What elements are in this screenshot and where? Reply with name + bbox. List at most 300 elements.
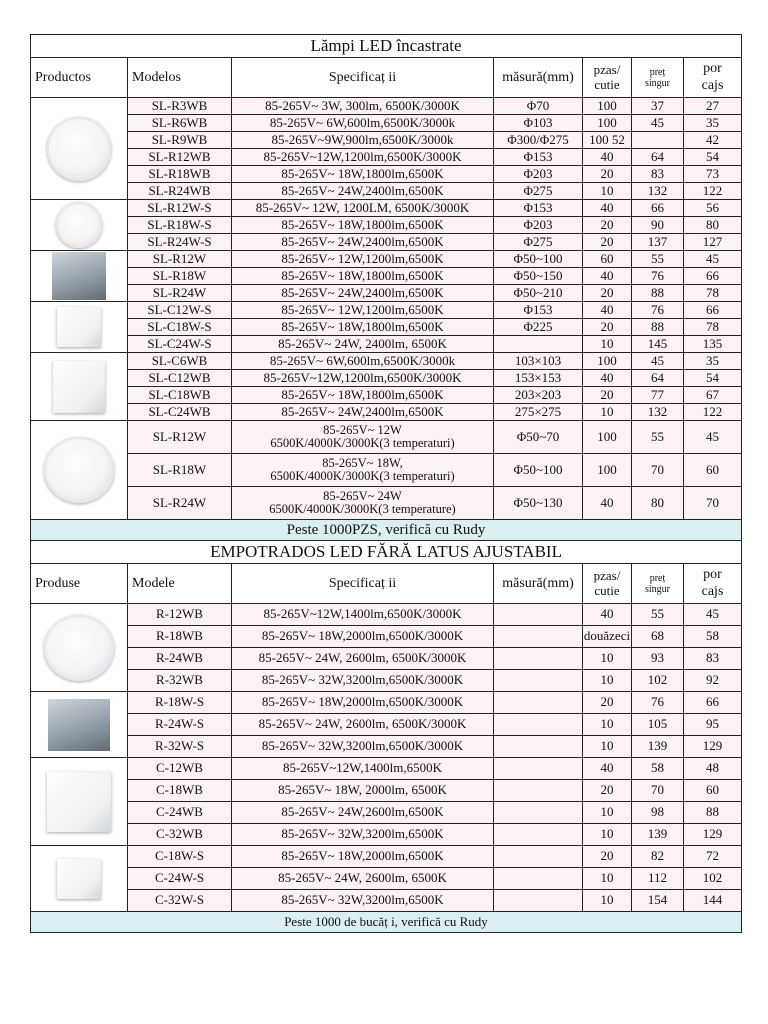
table-row (31, 166, 742, 183)
cell-unit-price: 93 (632, 648, 684, 670)
cell-unit-price: 68 (632, 626, 684, 648)
cell-spec: 85-265V~ 24W, 2600lm, 6500K (232, 868, 494, 890)
cell-size (494, 758, 583, 780)
round-surface-photo-icon (48, 699, 110, 751)
header-spec: Specificaț ii (232, 564, 494, 604)
cell-spec (232, 454, 494, 487)
table-row (31, 454, 742, 487)
cell-unit-price: 66 (632, 200, 684, 217)
cell-case-price: 72 (684, 846, 742, 868)
cell-model: C-24W-S (128, 868, 232, 890)
note-text: Peste 1000PZS, verifică cu Rudy (31, 520, 742, 541)
cell-size: Φ275 (494, 183, 583, 200)
cell-unit-price: 83 (632, 166, 684, 183)
cell-model: R-24W-S (128, 714, 232, 736)
table-row (31, 487, 742, 520)
cell-size: Φ153 (494, 302, 583, 319)
cell-size: Φ300/Φ275 (494, 132, 583, 149)
cell-spec-line2: 6500K/4000K/3000K(3 temperature) (269, 502, 456, 516)
cell-pieces: 10 (583, 736, 632, 758)
cell-case-price: 60 (684, 780, 742, 802)
section-title: Lămpi LED încastrate (31, 35, 742, 58)
cell-model: R-18W-S (128, 692, 232, 714)
cell-model: C-18W-S (128, 846, 232, 868)
cell-model: C-12WB (128, 758, 232, 780)
cell-unit-price: 70 (632, 780, 684, 802)
cell-size: Φ225 (494, 319, 583, 336)
cell-spec: 85-265V~ 18W,1800lm,6500K (232, 166, 494, 183)
cell-model: SL-R18W (128, 268, 232, 285)
cell-case-price: 45 (684, 421, 742, 454)
table-row (31, 285, 742, 302)
cell-unit-price: 90 (632, 217, 684, 234)
cell-model: SL-R9WB (128, 132, 232, 149)
cell-model: SL-C12WB (128, 370, 232, 387)
header-row (31, 58, 742, 98)
cell-pieces: 40 (583, 604, 632, 626)
cell-spec: 85-265V~ 18W,1800lm,6500K (232, 387, 494, 404)
cell-case-price: 73 (684, 166, 742, 183)
cell-pieces: 40 (583, 370, 632, 387)
table-row (31, 736, 742, 758)
cell-case-price: 60 (684, 454, 742, 487)
cell-size: Φ50~210 (494, 285, 583, 302)
cell-pieces: 100 (583, 115, 632, 132)
cell-spec: 85-265V~ 18W,1800lm,6500K (232, 319, 494, 336)
product-image-cell (31, 692, 128, 758)
cell-unit-price: 76 (632, 692, 684, 714)
cell-size (494, 736, 583, 758)
cell-case-price: 80 (684, 217, 742, 234)
cell-pieces: 10 (583, 648, 632, 670)
cell-case-price: 56 (684, 200, 742, 217)
product-image-cell (31, 604, 128, 692)
cell-size (494, 626, 583, 648)
table-row (31, 824, 742, 846)
cell-model: SL-C18WB (128, 387, 232, 404)
cell-pieces: 20 (583, 387, 632, 404)
table-row (31, 115, 742, 132)
cell-size: 103×103 (494, 353, 583, 370)
cell-model: R-12WB (128, 604, 232, 626)
table-row (31, 98, 742, 115)
cell-spec-line1: 85-265V~ 24W (323, 488, 402, 503)
cell-pieces: 100 (583, 421, 632, 454)
cell-spec: 85-265V~ 32W,3200lm,6500K (232, 890, 494, 912)
cell-unit-price: 55 (632, 604, 684, 626)
cell-pieces: 40 (583, 268, 632, 285)
cell-case-price: 48 (684, 758, 742, 780)
header-size: măsură(mm) (494, 58, 583, 98)
product-image-cell (31, 758, 128, 846)
cell-unit-price: 145 (632, 336, 684, 353)
table-row (31, 217, 742, 234)
cell-pieces: 20 (583, 780, 632, 802)
cell-case-price: 144 (684, 890, 742, 912)
cell-case-price: 129 (684, 824, 742, 846)
cell-unit-price: 139 (632, 824, 684, 846)
header-unit-price-line1: preț (649, 572, 666, 584)
cell-unit-price: 45 (632, 353, 684, 370)
table-row (31, 802, 742, 824)
cell-pieces: 40 (583, 149, 632, 166)
cell-case-price: 70 (684, 487, 742, 520)
cell-spec-line1: 85-265V~ 12W (323, 422, 402, 437)
cell-case-price: 42 (684, 132, 742, 149)
header-pieces-per-box (583, 564, 632, 604)
header-case-price-line2: cajs (701, 77, 724, 93)
cell-unit-price: 64 (632, 370, 684, 387)
cell-unit-price: 58 (632, 758, 684, 780)
cell-case-price: 35 (684, 353, 742, 370)
cell-unit-price: 64 (632, 149, 684, 166)
cell-case-price: 66 (684, 268, 742, 285)
cell-case-price: 122 (684, 183, 742, 200)
table-row (31, 670, 742, 692)
table-row (31, 604, 742, 626)
square-frameless-panel-icon (47, 772, 111, 832)
note-row (31, 520, 742, 541)
cell-spec: 85-265V~ 6W,600lm,6500K/3000k (232, 353, 494, 370)
table-row (31, 421, 742, 454)
cell-unit-price: 55 (632, 421, 684, 454)
cell-spec: 85-265V~ 32W,3200lm,6500K/3000K (232, 670, 494, 692)
cell-pieces: 20 (583, 692, 632, 714)
cell-pieces: 20 (583, 234, 632, 251)
round-slim-panel-icon (47, 117, 111, 181)
table-row (31, 404, 742, 421)
table-row (31, 370, 742, 387)
round-surface-panel-icon (56, 202, 102, 248)
cell-unit-price: 137 (632, 234, 684, 251)
square-surface-panel-icon (57, 307, 101, 347)
note-row (31, 912, 742, 933)
cell-model: R-32W-S (128, 736, 232, 758)
cell-size: Φ50~100 (494, 251, 583, 268)
cell-spec: 85-265V~ 18W,1800lm,6500K (232, 217, 494, 234)
cell-unit-price: 88 (632, 319, 684, 336)
header-size: măsură(mm) (494, 564, 583, 604)
header-unit-price-line2: singur (645, 77, 670, 89)
product-image-cell (31, 251, 128, 302)
cell-case-price: 92 (684, 670, 742, 692)
cell-spec: 85-265V~ 3W, 300lm, 6500K/3000K (232, 98, 494, 115)
cell-model: C-32WB (128, 824, 232, 846)
header-unit-price (632, 564, 684, 604)
cell-model: SL-R12WB (128, 149, 232, 166)
cell-size: Φ203 (494, 217, 583, 234)
cell-case-price: 45 (684, 251, 742, 268)
cell-pieces: douăzeci (583, 626, 632, 648)
cell-spec: 85-265V~ 32W,3200lm,6500K/3000K (232, 736, 494, 758)
price-table-body (31, 35, 742, 933)
cell-model: C-24WB (128, 802, 232, 824)
cell-spec: 85-265V~ 24W,2400lm,6500K (232, 183, 494, 200)
cell-pieces: 10 (583, 336, 632, 353)
cell-case-price: 129 (684, 736, 742, 758)
header-unit-price (632, 58, 684, 98)
cell-size: 203×203 (494, 387, 583, 404)
cell-spec: 85-265V~ 24W, 2600lm, 6500K/3000K (232, 648, 494, 670)
header-unit-price-line1: preț (649, 66, 666, 78)
cell-model: SL-R24W (128, 285, 232, 302)
price-table (30, 34, 742, 933)
table-row (31, 336, 742, 353)
cell-unit-price: 70 (632, 454, 684, 487)
cell-pieces: 20 (583, 285, 632, 302)
table-row (31, 780, 742, 802)
cell-spec: 85-265V~12W,1200lm,6500K/3000K (232, 370, 494, 387)
cell-size: Φ153 (494, 200, 583, 217)
table-row (31, 692, 742, 714)
cell-unit-price: 76 (632, 268, 684, 285)
header-pieces-per-box-line2: cutie (594, 76, 620, 92)
cell-size: Φ153 (494, 149, 583, 166)
cell-pieces: 10 (583, 183, 632, 200)
table-row (31, 846, 742, 868)
header-pieces-per-box-line1: pzas/ (593, 567, 621, 583)
table-row (31, 648, 742, 670)
product-image-cell (31, 421, 128, 520)
table-row (31, 200, 742, 217)
cell-spec: 85-265V~ 24W,2400lm,6500K (232, 234, 494, 251)
header-pieces-per-box-line2: cutie (594, 582, 620, 598)
cell-size: Φ50~150 (494, 268, 583, 285)
cell-spec: 85-265V~ 12W,1200lm,6500K (232, 302, 494, 319)
cell-case-price: 102 (684, 868, 742, 890)
cell-pieces: 10 (583, 824, 632, 846)
table-row (31, 302, 742, 319)
cell-spec: 85-265V~ 6W,600lm,6500K/3000k (232, 115, 494, 132)
cell-model: SL-C24WB (128, 404, 232, 421)
cell-unit-price: 45 (632, 115, 684, 132)
cell-size (494, 670, 583, 692)
cell-size (494, 604, 583, 626)
cell-size (494, 824, 583, 846)
cell-size: Φ50~130 (494, 487, 583, 520)
table-row (31, 868, 742, 890)
cell-size (494, 802, 583, 824)
cell-size (494, 648, 583, 670)
cell-unit-price: 76 (632, 302, 684, 319)
cell-case-price: 78 (684, 285, 742, 302)
section-title: EMPOTRADOS LED FĂRĂ LATUS AJUSTABIL (31, 541, 742, 564)
product-image-cell (31, 98, 128, 200)
cell-pieces: 100 (583, 98, 632, 115)
cell-size: Φ50~70 (494, 421, 583, 454)
cell-pieces: 100 (583, 353, 632, 370)
header-product: Produse (31, 564, 128, 604)
product-image-cell (31, 200, 128, 251)
cell-pieces: 40 (583, 200, 632, 217)
cell-size (494, 846, 583, 868)
cell-spec: 85-265V~ 24W, 2600lm, 6500K/3000K (232, 714, 494, 736)
cell-spec: 85-265V~ 18W, 2000lm, 6500K (232, 780, 494, 802)
cell-pieces: 10 (583, 714, 632, 736)
cell-model: SL-R18W (128, 454, 232, 487)
cell-spec-line2: 6500K/4000K/3000K(3 temperaturi) (270, 436, 455, 450)
table-row (31, 890, 742, 912)
note-text: Peste 1000 de bucăț i, verifică cu Rudy (31, 912, 742, 933)
cell-size: Φ70 (494, 98, 583, 115)
cell-spec-line1: 85-265V~ 18W, (322, 455, 403, 470)
cell-unit-price: 80 (632, 487, 684, 520)
cell-model: SL-R6WB (128, 115, 232, 132)
round-frameless-panel-icon (44, 437, 114, 503)
cell-size (494, 714, 583, 736)
table-row (31, 268, 742, 285)
cell-unit-price: 112 (632, 868, 684, 890)
cell-model: C-32W-S (128, 890, 232, 912)
cell-case-price: 83 (684, 648, 742, 670)
cell-pieces: 60 (583, 251, 632, 268)
cell-spec: 85-265V~ 18W,1800lm,6500K (232, 268, 494, 285)
cell-model: SL-R24WB (128, 183, 232, 200)
square-slim-panel-icon (53, 361, 105, 413)
table-row (31, 149, 742, 166)
cell-pieces: 10 (583, 404, 632, 421)
cell-size: 275×275 (494, 404, 583, 421)
cell-spec: 85-265V~ 32W,3200lm,6500K (232, 824, 494, 846)
cell-unit-price: 98 (632, 802, 684, 824)
cell-pieces: 20 (583, 217, 632, 234)
section-title-row (31, 35, 742, 58)
header-case-price (684, 564, 742, 604)
cell-unit-price: 105 (632, 714, 684, 736)
cell-size (494, 336, 583, 353)
cell-case-price: 58 (684, 626, 742, 648)
cell-pieces: 40 (583, 758, 632, 780)
header-unit-price-line2: singur (645, 583, 670, 595)
header-row (31, 564, 742, 604)
cell-size: Φ203 (494, 166, 583, 183)
cell-pieces: 20 (583, 319, 632, 336)
cell-size (494, 890, 583, 912)
cell-size: Φ50~100 (494, 454, 583, 487)
cell-pieces: 10 (583, 868, 632, 890)
header-model: Modelos (128, 58, 232, 98)
cell-case-price: 78 (684, 319, 742, 336)
cell-model: SL-C24W-S (128, 336, 232, 353)
cell-spec: 85-265V~12W,1400lm,6500K (232, 758, 494, 780)
cell-model: SL-R12W (128, 421, 232, 454)
cell-case-price: 66 (684, 692, 742, 714)
cell-pieces: 10 (583, 670, 632, 692)
cell-pieces: 100 (583, 454, 632, 487)
table-row (31, 234, 742, 251)
header-pieces-per-box-line1: pzas/ (593, 61, 621, 77)
cell-unit-price (632, 132, 684, 149)
cell-case-price: 67 (684, 387, 742, 404)
cell-spec: 85-265V~ 24W, 2400lm, 6500K (232, 336, 494, 353)
cell-spec: 85-265V~ 24W,2400lm,6500K (232, 285, 494, 302)
header-case-price (684, 58, 742, 98)
cell-spec: 85-265V~ 12W, 1200LM, 6500K/3000K (232, 200, 494, 217)
cell-spec: 85-265V~ 24W,2600lm,6500K (232, 802, 494, 824)
cell-case-price: 45 (684, 604, 742, 626)
cell-unit-price: 88 (632, 285, 684, 302)
header-product: Productos (31, 58, 128, 98)
cell-spec: 85-265V~9W,900lm,6500K/3000k (232, 132, 494, 149)
cell-pieces: 40 (583, 302, 632, 319)
square-surface-panel-icon (57, 859, 101, 899)
table-row (31, 758, 742, 780)
table-row (31, 387, 742, 404)
cell-model: SL-R3WB (128, 98, 232, 115)
cell-size (494, 692, 583, 714)
section-title-row (31, 541, 742, 564)
cell-model: SL-R12W-S (128, 200, 232, 217)
cell-pieces: 100 52 (583, 132, 632, 149)
cell-case-price: 88 (684, 802, 742, 824)
cell-spec: 85-265V~ 18W,2000lm,6500K/3000K (232, 692, 494, 714)
cell-case-price: 122 (684, 404, 742, 421)
cell-case-price: 127 (684, 234, 742, 251)
table-row (31, 714, 742, 736)
round-frameless-panel-icon (44, 615, 114, 681)
cell-unit-price: 55 (632, 251, 684, 268)
product-image-cell (31, 846, 128, 912)
cell-unit-price: 154 (632, 890, 684, 912)
cell-pieces: 10 (583, 802, 632, 824)
cell-model: SL-C6WB (128, 353, 232, 370)
cell-spec: 85-265V~ 18W,2000lm,6500K (232, 846, 494, 868)
header-case-price-line2: cajs (701, 583, 724, 599)
cell-model: SL-C18W-S (128, 319, 232, 336)
cell-case-price: 35 (684, 115, 742, 132)
cell-spec: 85-265V~ 18W,2000lm,6500K/3000K (232, 626, 494, 648)
price-list-page (30, 34, 741, 933)
cell-model: SL-R24W (128, 487, 232, 520)
cell-model: C-18WB (128, 780, 232, 802)
cell-size (494, 780, 583, 802)
table-row (31, 626, 742, 648)
cell-pieces: 40 (583, 487, 632, 520)
cell-model: SL-R18W-S (128, 217, 232, 234)
cell-spec: 85-265V~ 12W,1200lm,6500K (232, 251, 494, 268)
cell-pieces: 20 (583, 846, 632, 868)
header-model: Modele (128, 564, 232, 604)
cell-unit-price: 37 (632, 98, 684, 115)
cell-pieces: 20 (583, 166, 632, 183)
cell-size: 153×153 (494, 370, 583, 387)
cell-case-price: 54 (684, 149, 742, 166)
cell-case-price: 95 (684, 714, 742, 736)
table-row (31, 132, 742, 149)
cell-model: SL-R24W-S (128, 234, 232, 251)
cell-spec: 85-265V~12W,1200lm,6500K/3000K (232, 149, 494, 166)
cell-case-price: 135 (684, 336, 742, 353)
cell-unit-price: 102 (632, 670, 684, 692)
cell-pieces: 10 (583, 890, 632, 912)
cell-unit-price: 132 (632, 404, 684, 421)
cell-spec (232, 421, 494, 454)
cell-model: SL-R12W (128, 251, 232, 268)
product-image-cell (31, 353, 128, 421)
cell-spec: 85-265V~12W,1400lm,6500K/3000K (232, 604, 494, 626)
cell-unit-price: 132 (632, 183, 684, 200)
cell-spec (232, 487, 494, 520)
header-spec: Specificaț ii (232, 58, 494, 98)
cell-size (494, 868, 583, 890)
round-panel-photo-icon (52, 252, 106, 300)
cell-model: R-32WB (128, 670, 232, 692)
cell-size: Φ275 (494, 234, 583, 251)
header-pieces-per-box (583, 58, 632, 98)
cell-model: SL-R18WB (128, 166, 232, 183)
header-case-price-line1: por (703, 61, 722, 77)
cell-unit-price: 139 (632, 736, 684, 758)
